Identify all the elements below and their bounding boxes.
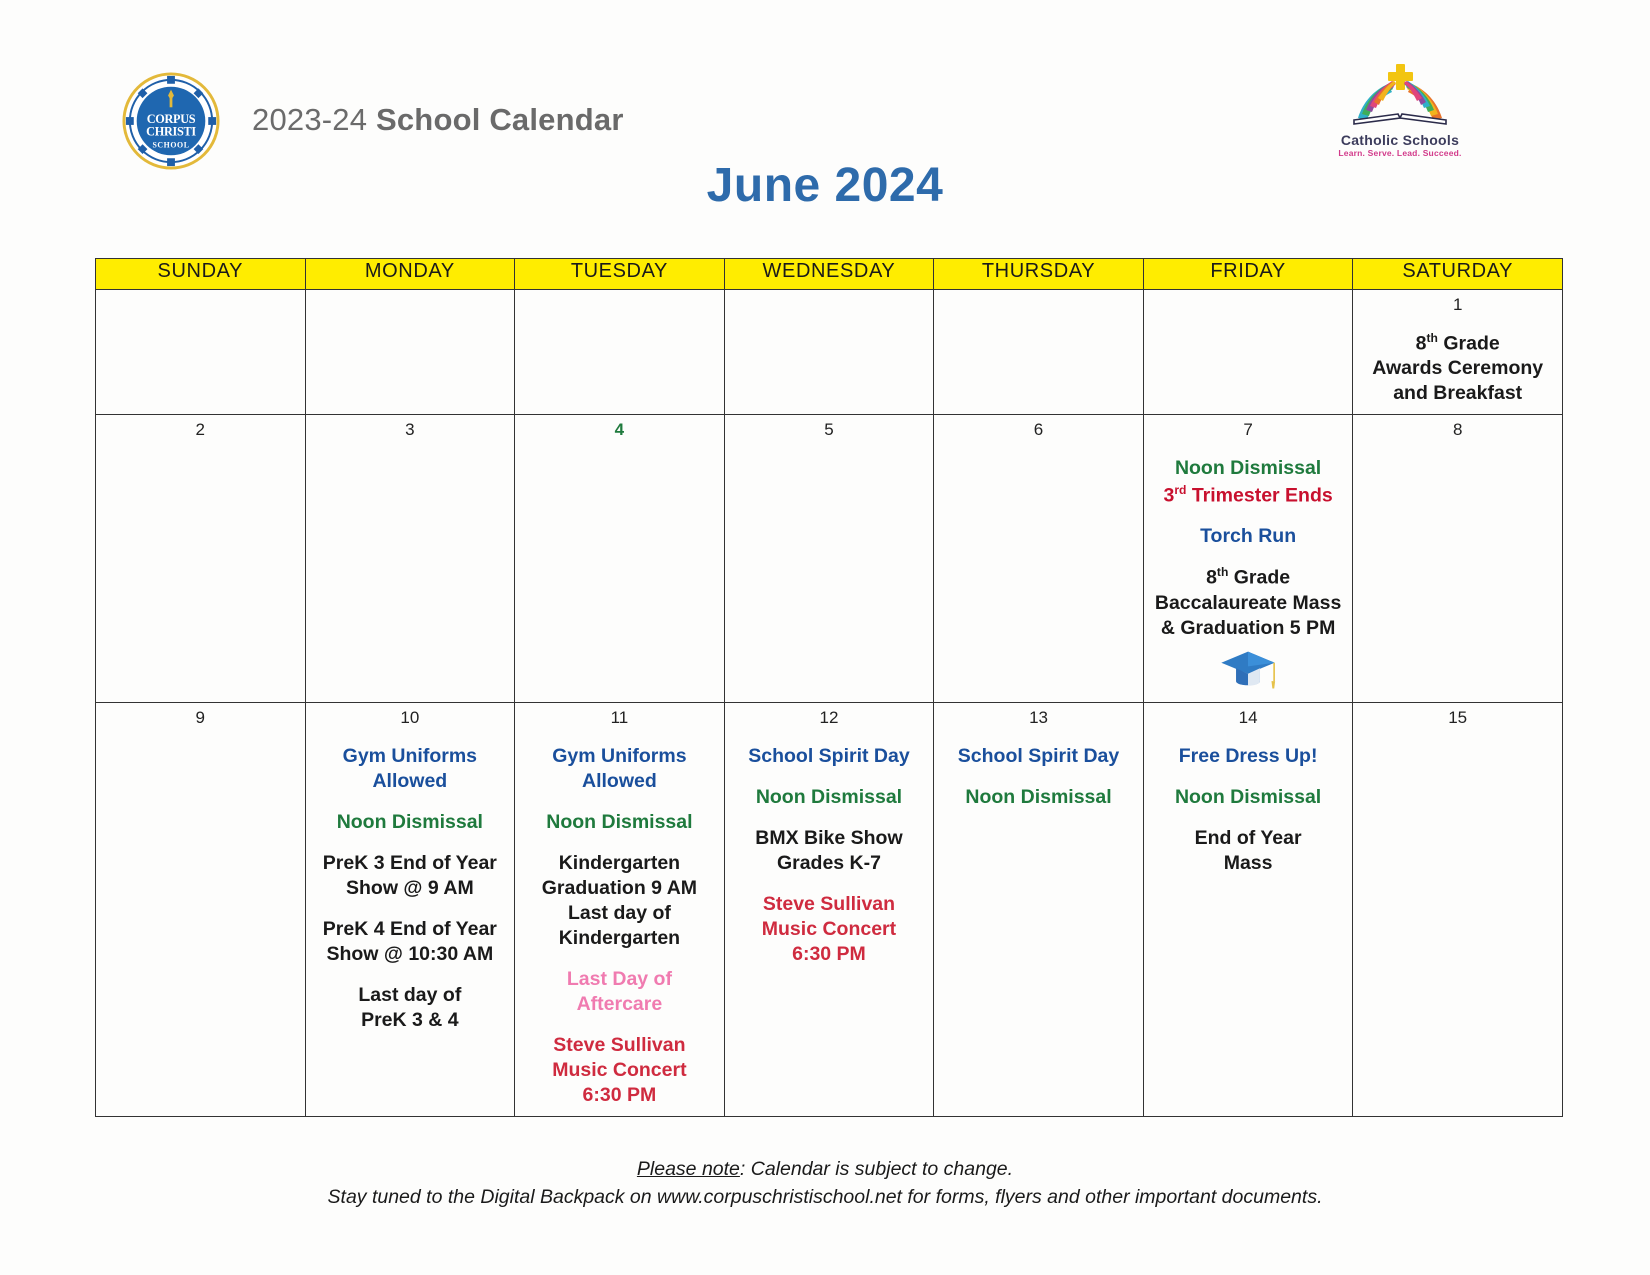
event-text: Gym Uniforms Allowed <box>342 745 478 793</box>
calendar-day-cell-8[interactable] <box>1353 415 1563 703</box>
day-number: 7 <box>1243 420 1253 440</box>
event-text: School Spirit Day <box>957 745 1120 768</box>
calendar-day-cell-2[interactable] <box>96 415 306 703</box>
calendar-day-cell-1[interactable] <box>1353 290 1563 415</box>
day-number: 3 <box>405 420 415 440</box>
calendar-day-cell-5[interactable] <box>724 415 934 703</box>
corpus-christi-school-seal-icon <box>122 72 220 170</box>
event-text: Noon Dismissal <box>755 786 903 809</box>
day-number: 8 <box>1452 420 1463 440</box>
day-number: 11 <box>610 708 629 728</box>
page-title: June 2024 <box>706 159 944 212</box>
calendar-day-cell-12[interactable] <box>724 703 934 1116</box>
header-title-year: 2023-24 <box>252 102 376 137</box>
day-number: 14 <box>1238 708 1258 728</box>
footer-note-label: Please note <box>636 1158 740 1180</box>
event-text: PreK 4 End of Year Show @ 10:30 AM <box>322 917 497 965</box>
weekday-header-wednesday: WEDNESDAY <box>724 259 934 290</box>
day-number: 9 <box>195 708 206 728</box>
calendar-day-cell-empty <box>96 290 306 415</box>
weekday-header-saturday: SATURDAY <box>1353 259 1563 290</box>
calendar-day-cell-empty <box>724 290 934 415</box>
footer-line-2: Stay tuned to the Digital Backpack on www.corpuschristischool.net for forms, flyers and other important documents. <box>327 1186 1323 1209</box>
footer-line-1 <box>0 1155 1650 1183</box>
day-number: 15 <box>1448 708 1468 728</box>
event-text: Noon Dismissal <box>965 786 1112 809</box>
day-events <box>1144 456 1353 703</box>
day-number: 2 <box>195 420 206 440</box>
calendar-day-cell-3[interactable] <box>305 415 515 703</box>
catholic-schools-tagline: Learn. Serve. Lead. Succeed. <box>1338 148 1462 158</box>
day-number: 1 <box>1452 295 1463 314</box>
event-text: Noon Dismissal <box>336 811 483 834</box>
calendar-body <box>96 290 1563 1117</box>
calendar-day-cell-13[interactable] <box>934 703 1144 1116</box>
day-number: 4 <box>614 420 625 440</box>
event-text: Torch Run <box>1200 525 1297 548</box>
calendar-day-cell-empty <box>1143 290 1353 415</box>
event-text: Kindergarten Graduation 9 AM Last day of Kindergarten <box>541 852 698 949</box>
event-text: School Spirit Day <box>748 745 910 768</box>
day-events <box>306 744 515 1041</box>
day-events <box>934 744 1143 818</box>
svg-text:SCHOOL: SCHOOL <box>152 140 190 150</box>
day-events <box>515 744 724 1115</box>
footer-note <box>0 1155 1650 1212</box>
calendar-week-row <box>96 290 1563 415</box>
event-text: Last day of PreK 3 & 4 <box>358 983 462 1031</box>
calendar-day-cell-10[interactable] <box>305 703 515 1116</box>
weekday-header-friday: FRIDAY <box>1143 259 1353 290</box>
day-events <box>1144 744 1353 884</box>
calendar-day-cell-empty <box>515 290 725 415</box>
calendar-day-cell-14[interactable] <box>1143 703 1353 1116</box>
calendar-week-row <box>96 415 1563 703</box>
calendar-week-row <box>96 703 1563 1116</box>
calendar-weekday-header-row <box>96 259 1563 290</box>
calendar-grid <box>95 258 1563 1117</box>
calendar-day-cell-15[interactable] <box>1353 703 1563 1116</box>
calendar-day-cell-7[interactable] <box>1143 415 1353 703</box>
day-number: 12 <box>819 708 839 728</box>
calendar-day-cell-9[interactable] <box>96 703 306 1116</box>
calendar-day-cell-4[interactable] <box>515 415 725 703</box>
event-text: End of Year Mass <box>1194 827 1302 874</box>
day-events <box>725 744 934 975</box>
weekday-header-monday: MONDAY <box>305 259 515 290</box>
event-text: 8th Grade Baccalaureate Mass & Graduation 5 PM <box>1154 565 1342 639</box>
day-number: 13 <box>1029 708 1048 728</box>
header-title-rest: School Calendar <box>375 102 624 137</box>
footer-note-rest: : Calendar is subject to change. <box>739 1158 1014 1180</box>
event-text: PreK 3 End of Year Show @ 9 AM <box>322 852 497 899</box>
event-text: Steve Sullivan Music Concert 6:30 PM <box>761 892 897 965</box>
event-text: BMX Bike Show Grades K-7 <box>755 827 903 874</box>
day-number: 10 <box>400 708 420 728</box>
catholic-schools-logo-icon <box>1330 62 1470 162</box>
header-title <box>252 102 624 138</box>
calendar-day-cell-11[interactable] <box>515 703 725 1116</box>
event-text: Steve Sullivan Music Concert 6:30 PM <box>552 1033 687 1106</box>
graduation-cap-icon <box>1215 648 1281 694</box>
weekday-header-tuesday: TUESDAY <box>515 259 725 290</box>
svg-text:CHRISTI: CHRISTI <box>146 124 196 139</box>
event-text: Free Dress Up! <box>1178 745 1318 768</box>
weekday-header-sunday: SUNDAY <box>96 259 306 290</box>
event-text: Gym Uniforms Allowed <box>552 745 687 793</box>
calendar-day-cell-6[interactable] <box>934 415 1144 703</box>
day-number: 5 <box>824 420 834 440</box>
event-text: Noon Dismissal <box>1174 786 1322 809</box>
svg-text:CORPUS: CORPUS <box>146 111 196 126</box>
event-text: Noon Dismissal <box>546 811 693 834</box>
calendar-day-cell-empty <box>934 290 1144 415</box>
catholic-schools-title: Catholic Schools <box>1340 132 1460 148</box>
event-text: 3rd Trimester Ends <box>1163 482 1333 507</box>
weekday-header-thursday: THURSDAY <box>934 259 1144 290</box>
event-text: Last Day of Aftercare <box>566 967 672 1015</box>
day-events <box>1353 331 1562 414</box>
calendar-day-cell-empty <box>305 290 515 415</box>
event-text: Noon Dismissal <box>1174 456 1322 479</box>
event-text: 8th Grade Awards Ceremony and Breakfast <box>1372 330 1544 405</box>
day-number: 6 <box>1033 420 1044 440</box>
